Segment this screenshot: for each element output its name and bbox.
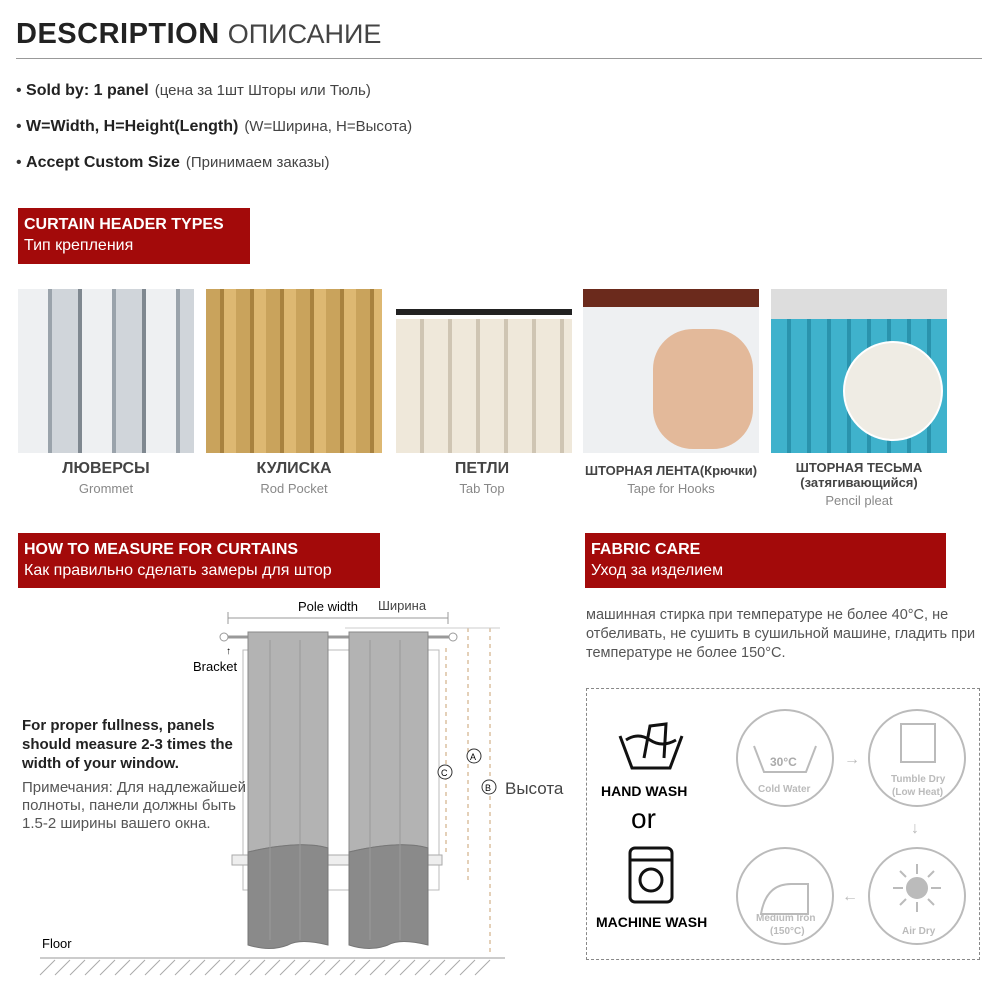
floor-label: Floor <box>42 936 72 951</box>
label-a: A <box>470 752 477 762</box>
divider <box>16 58 982 59</box>
iron-sub: (150°C) <box>770 926 805 937</box>
bullet-size: • W=Width, H=Height(Length) (W=Ширина, H=Высота) <box>16 118 413 135</box>
caption-tab-top: ПЕТЛИ Tab Top <box>454 460 510 496</box>
grommet-photo <box>18 289 194 453</box>
air-dry-label: Air Dry <box>902 926 936 937</box>
cold-water-label: Cold Water <box>758 784 811 795</box>
bullet-custom: • Accept Custom Size (Принимаем заказы) <box>16 154 330 171</box>
caption-tape-hooks: ШТОРНАЯ ЛЕНТА(Крючки) Tape for Hooks <box>584 463 758 496</box>
pencil-pleat-photo <box>771 289 947 453</box>
care-symbols <box>586 688 980 960</box>
header-types-banner: CURTAIN HEADER TYPES Тип крепления <box>18 208 250 264</box>
measure-banner: HOW TO MEASURE FOR CURTAINS Как правильно сделать замеры для штор <box>18 533 380 588</box>
machine-wash-icon <box>630 848 672 902</box>
fullness-note-en: For proper fullness, panels should measure 2-3 times the width of your window. <box>22 717 233 772</box>
tumble-dry-label: Tumble Dry <box>891 774 946 785</box>
bracket-label: Bracket <box>193 659 238 674</box>
rod-pocket-photo <box>206 289 382 453</box>
hand-wash-label: HAND WASH <box>601 783 688 799</box>
title-ru: ОПИСАНИЕ <box>227 19 382 49</box>
svg-text:↑: ↑ <box>226 646 231 657</box>
tab-top-photo <box>396 289 572 453</box>
fullness-note-ru: Примечания: Для надлежайшей полноты, панели должны быть 1.5-2 ширины вашего окна. <box>22 779 246 832</box>
or-label: or <box>631 803 656 834</box>
svg-text:→: → <box>844 751 860 768</box>
label-b: B <box>485 783 492 793</box>
label-c: C <box>441 768 448 778</box>
pole-width-ru: Ширина <box>378 598 427 613</box>
hand-wash-icon <box>620 724 682 768</box>
pole-width-label: Pole width <box>298 599 358 614</box>
caption-rod-pocket: КУЛИСКА Rod Pocket <box>256 460 332 496</box>
height-label: Высота <box>505 779 564 798</box>
machine-wash-label: MACHINE WASH <box>596 914 708 930</box>
temp-label: 30°C <box>770 755 797 769</box>
tape-hooks-photo <box>583 289 759 453</box>
tumble-dry-sub: (Low Heat) <box>892 787 944 798</box>
iron-label: Medium Iron <box>756 913 816 924</box>
caption-pencil-pleat: ШТОРНАЯ ТЕСЬМА (затягивающийся) Pencil pleat <box>795 460 923 508</box>
fabric-care-banner: FABRIC CARE Уход за изделием <box>585 533 946 588</box>
title-en: DESCRIPTION <box>16 18 220 50</box>
page-title <box>16 18 381 51</box>
svg-text:←: ← <box>842 888 858 905</box>
caption-grommet: ЛЮВЕРСЫ Grommet <box>62 460 150 496</box>
bullet-sold-by: • Sold by: 1 panel (цена за 1шт Шторы или Тюль) <box>16 82 371 99</box>
svg-text:↓: ↓ <box>911 820 919 837</box>
care-text: машинная стирка при температуре не более 40°C, не отбеливать, не сушить в сушильной машине, гладить при температуре не более 150°C. <box>586 607 976 661</box>
fullness-notes <box>22 716 247 833</box>
